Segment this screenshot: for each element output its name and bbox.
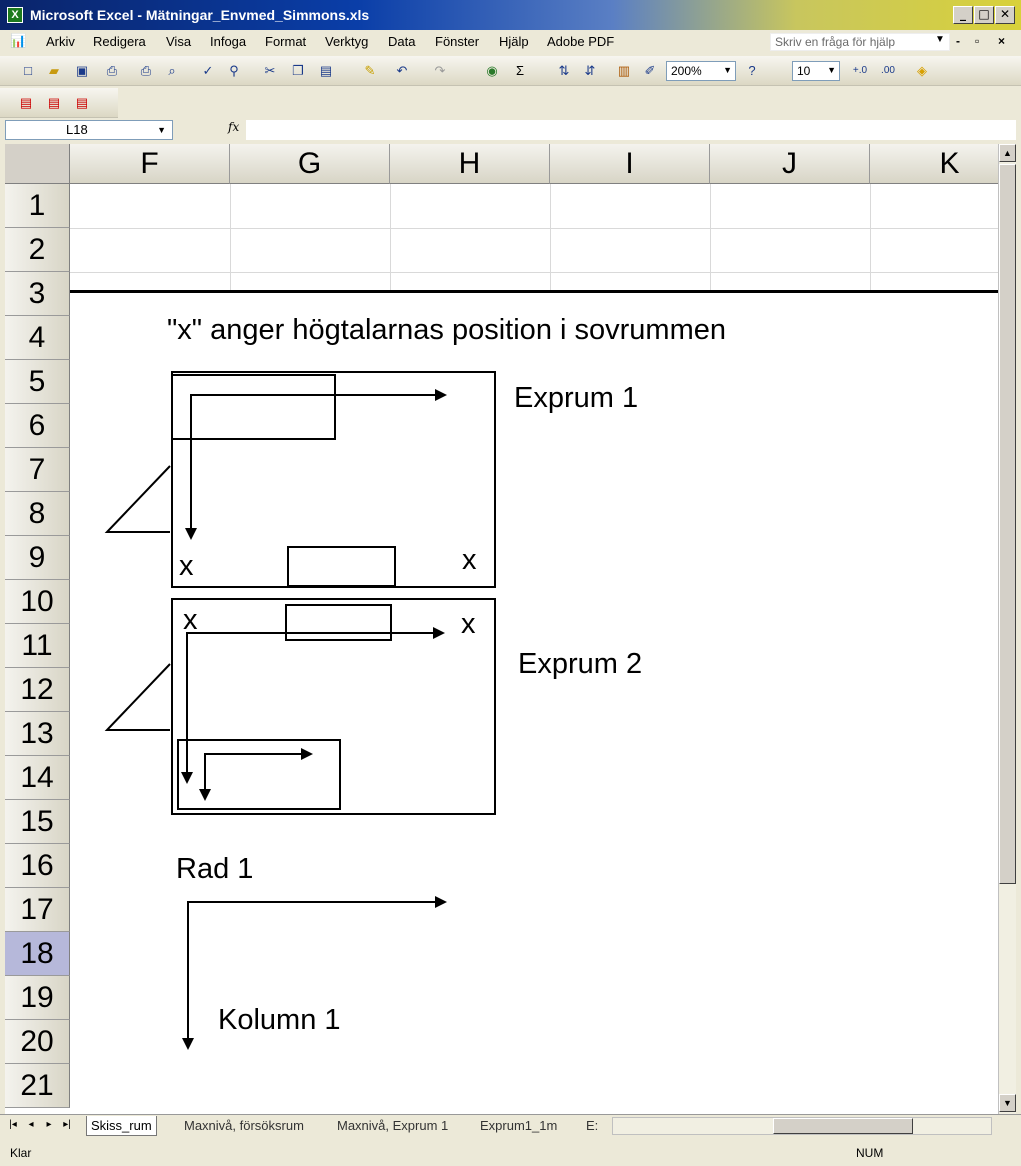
menu-data[interactable]: Data [388,34,416,49]
maximize-button[interactable]: □ [974,6,994,24]
row-header-4[interactable]: 4 [5,316,70,360]
zoom-dropdown-arrow-icon: ▼ [723,65,732,75]
room1-outline[interactable] [172,372,495,587]
row-header-14[interactable]: 14 [5,756,70,800]
row-header-3[interactable]: 3 [5,272,70,316]
menu-redigera[interactable]: Redigera [93,34,146,49]
row-header-16[interactable]: 16 [5,844,70,888]
column-header-g[interactable]: G [230,144,390,184]
fill-color-icon[interactable]: ◈ [917,63,927,78]
row-header-17[interactable]: 17 [5,888,70,932]
print-preview-icon[interactable]: ⌕ [168,63,176,78]
worksheet-grid[interactable] [5,144,998,1114]
room2-furniture[interactable] [286,605,391,640]
excel-app-icon[interactable]: X [7,7,23,23]
copy-icon[interactable]: ❐ [292,63,304,78]
menu-adobe-pdf[interactable]: Adobe PDF [547,34,615,49]
scroll-up-icon[interactable]: ▲ [999,144,1016,162]
minimize-button[interactable]: _ [953,6,973,24]
menu-infoga[interactable]: Infoga [210,34,247,49]
window-title: Microsoft Excel - Mätningar_Envmed_Simmons.xls [30,7,370,23]
row-header-11[interactable]: 11 [5,624,70,668]
room2-door[interactable] [107,664,170,730]
sheet-tab-exprum1-1m[interactable]: Exprum1_1m [480,1118,558,1133]
row-header-1[interactable]: 1 [5,184,70,228]
row-header-15[interactable]: 15 [5,800,70,844]
workbook-icon[interactable]: 📊 [10,33,27,48]
font-size-select[interactable] [792,61,840,81]
sheet-tab-more[interactable]: E: [586,1118,599,1133]
font-size-value: 10 [797,64,811,78]
open-icon[interactable]: ▰ [49,63,59,78]
sort-descending-icon[interactable]: ⇵ [584,63,596,78]
convert-and-review-icon[interactable]: ▤ [75,95,89,110]
sheet-tab-skiss-rum[interactable]: Skiss_rum [86,1116,157,1136]
room2-outline[interactable] [172,599,495,814]
spelling-icon[interactable]: ✓ [202,63,214,78]
insert-function-icon[interactable]: fx [228,120,240,134]
vertical-scrollbar[interactable] [998,144,1016,1114]
room2-speaker-right: x [461,608,476,640]
row-header-10[interactable]: 10 [5,580,70,624]
next-sheet-icon[interactable]: ▸ [46,1119,52,1130]
sort-ascending-icon[interactable]: ⇅ [558,63,570,78]
row-header-7[interactable]: 7 [5,448,70,492]
column-header-h[interactable]: H [390,144,550,184]
title-bar [0,0,1021,30]
status-bar [0,1140,1021,1166]
doc-restore-button[interactable]: ▫ [975,34,980,48]
row-header-20[interactable]: 20 [5,1020,70,1064]
permission-icon[interactable]: ⎙ [106,63,118,78]
paste-icon[interactable]: ▤ [319,63,333,78]
room1-furniture[interactable] [288,547,395,586]
status-num-lock: NUM [856,1146,884,1160]
menu-visa[interactable]: Visa [166,34,192,49]
decrease-decimal-icon[interactable]: .00 [881,65,895,76]
research-icon[interactable]: ⚲ [229,63,239,78]
zoom-value: 200% [671,64,702,78]
vertical-scroll-thumb[interactable] [999,164,1016,884]
font-size-dropdown-arrow-icon: ▼ [827,65,836,75]
convert-and-email-icon[interactable]: ▤ [47,95,61,110]
room2-bed[interactable] [178,740,340,809]
legend-rad-label: Rad 1 [176,853,254,885]
room1-bed[interactable] [172,375,335,439]
standard-toolbar [0,56,1021,86]
room2-speaker-left: x [183,604,198,636]
new-icon[interactable]: □ [24,63,32,78]
prev-sheet-icon[interactable]: ◂ [28,1119,34,1130]
hyperlink-icon[interactable]: ◉ [486,63,498,78]
room1-speaker-right: x [462,544,477,576]
row-header-19[interactable]: 19 [5,976,70,1020]
sheet-tab-maxniva-forsoksrum[interactable]: Maxnivå, försöksrum [184,1118,304,1133]
room2-label: Exprum 2 [518,648,643,680]
room1-row-arrow[interactable] [191,395,445,538]
autosum-icon[interactable]: Σ [515,63,525,78]
menu-bar [0,30,1021,54]
print-icon[interactable]: ⎙ [140,63,152,78]
legend-kolumn-label: Kolumn 1 [218,1004,341,1036]
room1-door[interactable] [107,466,170,532]
row-header-18[interactable]: 18 [5,932,70,976]
doc-close-button[interactable]: × [998,34,1006,48]
room2-inner-row-arrow[interactable] [205,754,311,799]
menu-format[interactable]: Format [265,34,307,49]
horizontal-scroll-thumb[interactable] [773,1118,913,1134]
last-sheet-icon[interactable]: ▸| [63,1119,71,1130]
formula-bar [0,118,1021,142]
drawing-icon[interactable]: ✐ [644,63,656,78]
scroll-down-icon[interactable]: ▼ [999,1094,1016,1112]
sheet-tab-maxniva-exprum1[interactable]: Maxnivå, Exprum 1 [337,1118,449,1133]
close-button[interactable]: ✕ [995,6,1015,24]
pdf-toolbar [0,88,118,118]
row-header-9[interactable]: 9 [5,536,70,580]
row-header-8[interactable]: 8 [5,492,70,536]
save-icon[interactable]: ▣ [75,63,89,78]
increase-decimal-icon[interactable]: +.0 [852,65,868,76]
sheet-tab-bar [0,1114,1021,1138]
cut-icon[interactable]: ✂ [264,63,276,78]
menu-verktyg[interactable]: Verktyg [325,34,369,49]
row-header-5[interactable]: 5 [5,360,70,404]
help-dropdown-arrow-icon[interactable]: ▼ [935,34,945,45]
help-icon[interactable]: ? [748,63,756,78]
horizontal-scrollbar[interactable] [612,1117,992,1135]
room-sketch-drawing[interactable] [5,144,998,1114]
room1-speaker-left: x [179,550,194,582]
column-header-j[interactable]: J [710,144,870,184]
column-header-k[interactable]: K [870,144,998,184]
row-header-12[interactable]: 12 [5,668,70,712]
name-box-dropdown-arrow-icon: ▼ [157,125,166,135]
menu-arkiv[interactable]: Arkiv [46,34,75,49]
name-box-value: L18 [66,122,88,137]
column-header-i[interactable]: I [550,144,710,184]
row-header-21[interactable]: 21 [5,1064,70,1108]
redo-icon[interactable]: ↷ [434,63,446,78]
undo-icon[interactable]: ↶ [396,63,408,78]
zoom-select[interactable] [666,61,736,81]
sketch-heading: "x" anger högtalarnas position i sovrummen [167,314,726,346]
room2-row-arrow[interactable] [187,633,443,782]
row-header-6[interactable]: 6 [5,404,70,448]
row-header-2[interactable]: 2 [5,228,70,272]
status-ready: Klar [10,1146,32,1160]
help-question-input[interactable]: Skriv en fråga för hjälp [770,33,950,51]
name-box[interactable] [5,120,173,140]
doc-minimize-button[interactable]: - [956,34,960,48]
room1-label: Exprum 1 [514,382,639,414]
row-header-13[interactable]: 13 [5,712,70,756]
chart-wizard-icon[interactable]: ▥ [617,63,631,78]
column-header-f[interactable]: F [70,144,230,184]
menu-hjalp[interactable]: Hjälp [499,34,529,49]
convert-to-pdf-icon[interactable]: ▤ [19,95,33,110]
formula-input[interactable] [246,120,1016,140]
menu-fonster[interactable]: Fönster [435,34,480,49]
format-painter-icon[interactable]: ✎ [364,63,376,78]
first-sheet-icon[interactable]: |◂ [9,1119,17,1130]
